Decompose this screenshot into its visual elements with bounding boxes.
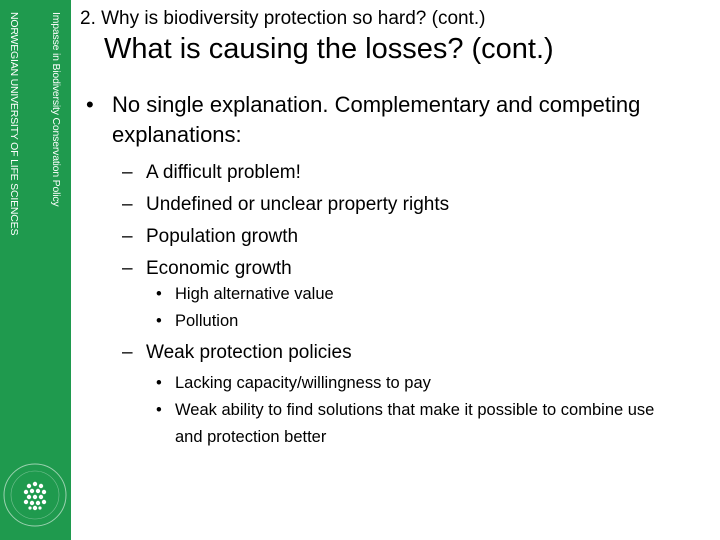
- list-item: [122, 189, 449, 221]
- main-bullet: [86, 90, 706, 150]
- explanations-list: [122, 157, 449, 285]
- list-item: [122, 157, 449, 189]
- bullet-marker: •: [156, 374, 162, 392]
- dash-marker: –: [122, 226, 133, 247]
- sidebar-band: [0, 0, 71, 540]
- list-item-text: Weak ability to find solutions that make it possible to combine use and protection better: [175, 401, 655, 446]
- list-item-text: Population growth: [146, 226, 299, 247]
- list-item-text: Economic growth: [146, 258, 292, 279]
- policy-list: [122, 337, 352, 369]
- list-item-text: Pollution: [175, 312, 239, 330]
- bullet-marker: •: [156, 401, 162, 419]
- dash-marker: –: [122, 162, 133, 183]
- bullet-marker: •: [156, 312, 162, 330]
- list-item-text: Weak protection policies: [146, 342, 352, 363]
- list-item: [156, 281, 676, 308]
- dash-marker: –: [122, 342, 133, 363]
- list-item: [122, 337, 352, 369]
- university-name: NORWEGIAN UNIVERSITY OF LIFE SCIENCES: [8, 12, 20, 236]
- list-item: [122, 221, 449, 253]
- list-item: [156, 397, 676, 451]
- dash-marker: –: [122, 258, 133, 279]
- list-item-text: Lacking capacity/willingness to pay: [175, 374, 431, 392]
- economic-growth-points: [156, 281, 676, 335]
- policy-points: [156, 370, 676, 451]
- list-item: [156, 370, 676, 397]
- slide-subtitle: 2. Why is biodiversity protection so hard? (cont.): [80, 8, 486, 29]
- list-item-text: Undefined or unclear property rights: [146, 194, 450, 215]
- bullet-marker: •: [156, 285, 162, 303]
- main-bullet-text: No single explanation. Complementary and competing explanations:: [112, 92, 641, 147]
- bullet-marker: •: [86, 92, 94, 117]
- university-logo-icon: [2, 462, 68, 528]
- list-item: [156, 308, 676, 335]
- course-title: Impasse in Biodiversity Conservation Policy: [50, 12, 62, 207]
- list-item-text: A difficult problem!: [146, 162, 301, 183]
- dash-marker: –: [122, 194, 133, 215]
- slide-title: What is causing the losses? (cont.): [104, 33, 554, 65]
- list-item-text: High alternative value: [175, 285, 334, 303]
